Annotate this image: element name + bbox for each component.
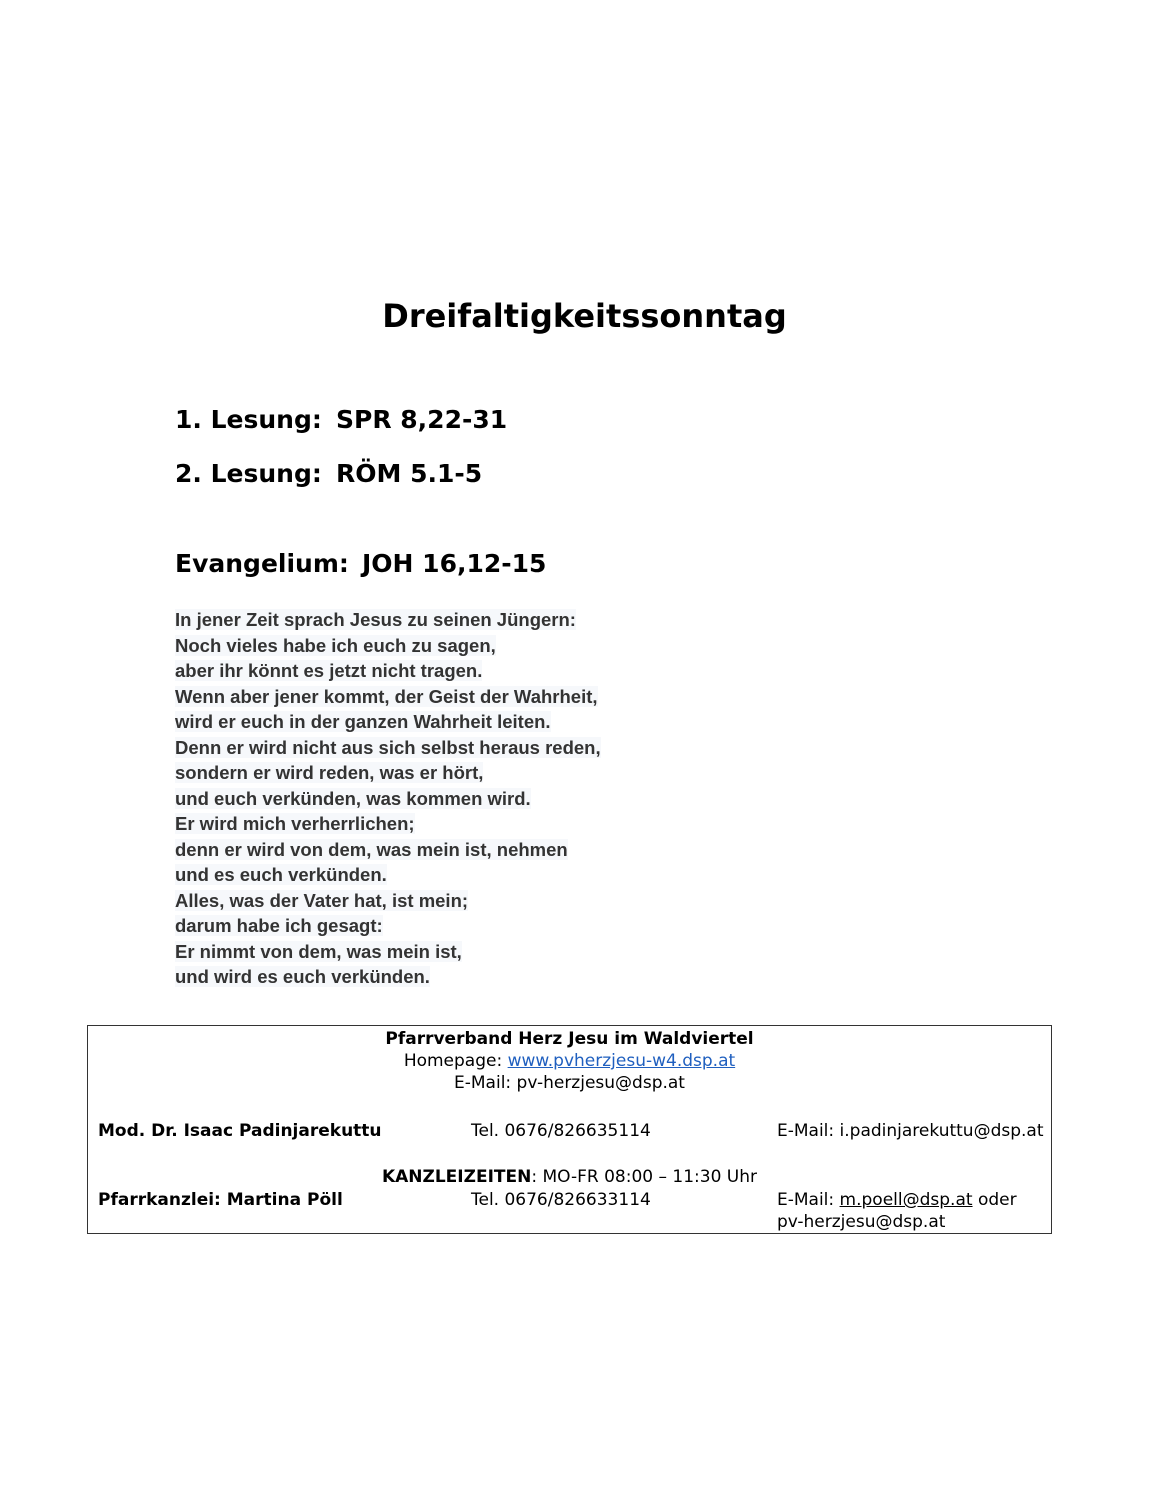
gospel-line: Alles, was der Vater hat, ist mein; (175, 889, 469, 911)
gospel-line: und wird es euch verkünden. (175, 966, 430, 987)
gospel-line: denn er wird von dem, was mein ist, nehmen (175, 838, 568, 860)
homepage-line (88, 1050, 1051, 1072)
office-email-or: oder (972, 1190, 1017, 1210)
office-hours-value: : MO-FR 08:00 – 11:30 Uhr (531, 1167, 758, 1187)
office-email-alt: pv-herzjesu@dsp.at (777, 1212, 946, 1232)
gospel-reference: JOH 16,12-15 (362, 549, 547, 578)
parish-name: Pfarrverband Herz Jesu im Waldviertel (385, 1029, 754, 1049)
first-reading-reference: SPR 8,22-31 (336, 405, 508, 434)
gospel-line: In jener Zeit sprach Jesus zu seinen Jüngern: (175, 609, 576, 630)
parish-email: E-Mail: pv-herzjesu@dsp.at (454, 1073, 685, 1093)
gospel-label: Evangelium: (175, 549, 349, 578)
second-reading-reference: RÖM 5.1-5 (336, 459, 483, 488)
page-title: Dreifaltigkeitssonntag (382, 297, 787, 335)
gospel-line: und euch verkünden, was kommen wird. (175, 787, 531, 809)
second-reading (175, 457, 482, 491)
first-reading-label: 1. Lesung: (175, 405, 322, 434)
homepage-link[interactable]: www.pvherzjesu-w4.dsp.at (507, 1051, 736, 1071)
priest-phone: Tel. 0676/826635114 (471, 1121, 651, 1141)
second-reading-label: 2. Lesung: (175, 459, 322, 488)
office-name: Pfarrkanzlei: Martina Pöll (98, 1190, 343, 1210)
gospel-line: Wenn aber jener kommt, der Geist der Wahrheit, (175, 685, 598, 707)
gospel-line: sondern er wird reden, was er hört, (175, 762, 484, 783)
first-reading (175, 403, 507, 437)
parish-contact-box (87, 1025, 1052, 1234)
office-email-link[interactable]: m.poell@dsp.at (839, 1190, 973, 1210)
office-hours (88, 1166, 1051, 1188)
gospel-line: Er nimmt von dem, was mein ist, (175, 940, 462, 962)
gospel-heading (175, 547, 546, 581)
office-email (777, 1189, 1017, 1211)
gospel-line: Er wird mich verherrlichen; (175, 813, 415, 834)
gospel-line: darum habe ich gesagt: (175, 915, 383, 936)
homepage-label: Homepage: (403, 1051, 508, 1071)
office-hours-label: KANZLEIZEITEN (381, 1167, 532, 1187)
priest-email: E-Mail: i.padinjarekuttu@dsp.at (777, 1121, 1044, 1141)
gospel-line: und es euch verkünden. (175, 864, 387, 885)
gospel-text (175, 607, 601, 990)
office-email-label: E-Mail: (777, 1190, 840, 1210)
gospel-line: wird er euch in der ganzen Wahrheit leiten. (175, 711, 551, 732)
gospel-line: Noch vieles habe ich euch zu sagen, (175, 634, 496, 656)
gospel-line: aber ihr könnt es jetzt nicht tragen. (175, 660, 483, 681)
gospel-line: Denn er wird nicht aus sich selbst heraus reden, (175, 736, 601, 758)
priest-name: Mod. Dr. Isaac Padinjarekuttu (98, 1121, 382, 1141)
office-phone: Tel. 0676/826633114 (471, 1190, 651, 1210)
